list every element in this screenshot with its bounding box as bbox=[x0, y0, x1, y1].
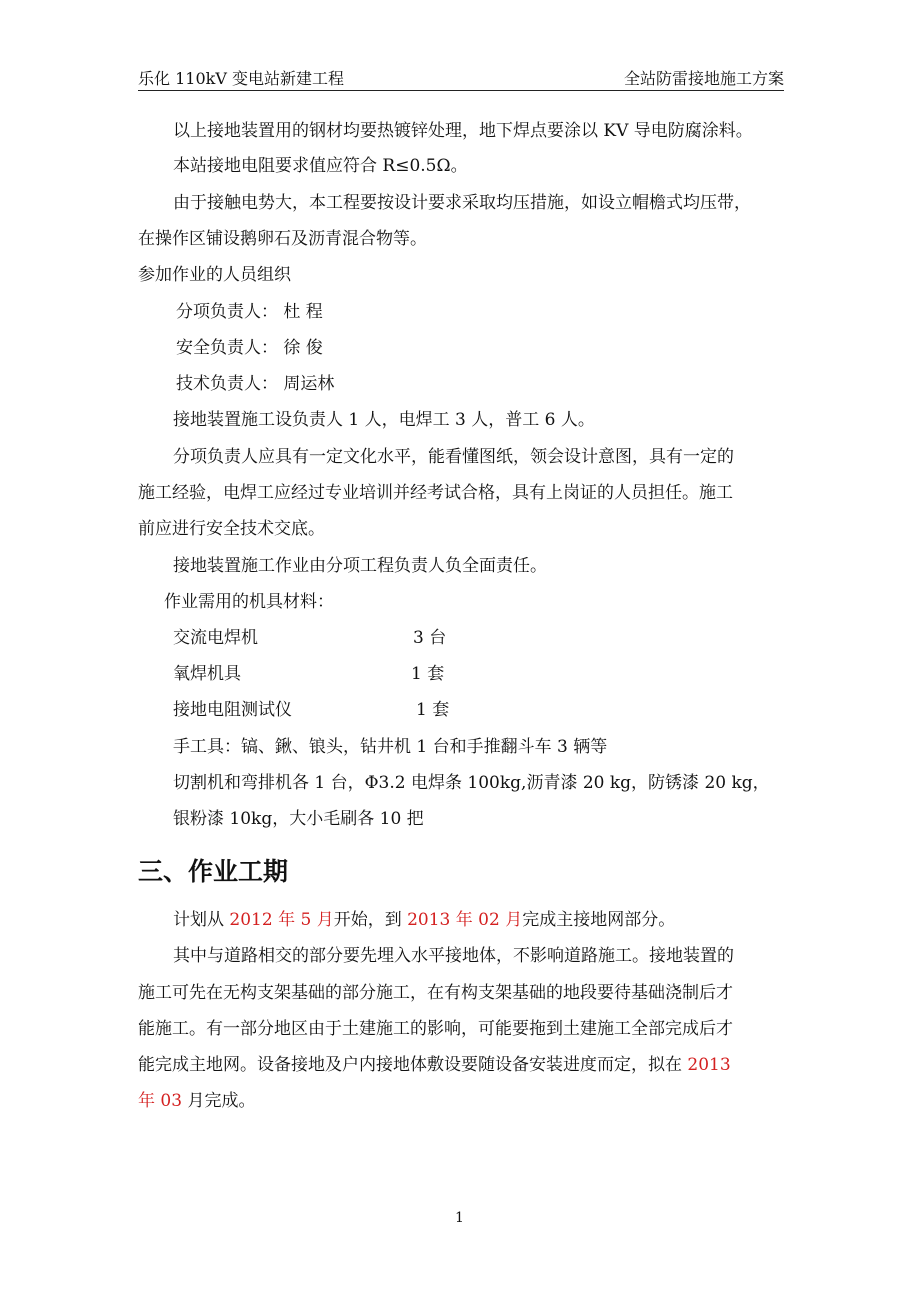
schedule-line bbox=[138, 1055, 731, 1075]
schedule-text: 计划从 bbox=[173, 910, 230, 930]
equipment-name: 接地电阻测试仪 bbox=[173, 700, 292, 720]
tools-line: 手工具：镐、鍬、锒头，钻井机 1 台和手推翻斗车 3 辆等 bbox=[173, 737, 608, 757]
equipment-grounding-month: 年 03 bbox=[138, 1091, 183, 1111]
body-line: 分项负责人应具有一定文化水平，能看懂图纸，领会设计意图，具有一定的 bbox=[173, 447, 734, 467]
section-heading: 三、作业工期 bbox=[138, 857, 289, 886]
equipment-qty: 1 套 bbox=[411, 664, 445, 684]
page-number: 1 bbox=[455, 1210, 464, 1226]
subheading-equipment: 作业需用的机具材料： bbox=[164, 592, 334, 612]
schedule-line: 能施工。有一部分地区由于土建施工的影响，可能要拖到土建施工全部完成后才 bbox=[138, 1019, 733, 1039]
schedule-line: 其中与道路相交的部分要先埋入水平接地体，不影响道路施工。接地装置的 bbox=[173, 946, 734, 966]
personnel-line: 分项负责人： 杜 程 bbox=[176, 302, 323, 322]
tools-line: 切割机和弯排机各 1 台，Φ3.2 电焊条 100kg,沥青漆 20 kg，防锈漆 20 kg， bbox=[173, 773, 770, 793]
subheading-personnel: 参加作业的人员组织 bbox=[138, 265, 291, 285]
body-line: 前应进行安全技术交底。 bbox=[138, 519, 325, 539]
start-date: 2012 年 5 月 bbox=[229, 910, 334, 930]
schedule-line: 施工可先在无构支架基础的部分施工，在有构支架基础的地段要待基础浇制后才 bbox=[138, 983, 733, 1003]
schedule-text: 完成主接地网部分。 bbox=[522, 910, 676, 930]
body-line: 由于接触电势大，本工程要按设计要求采取均压措施，如设立帽檐式均压带， bbox=[173, 193, 751, 213]
equipment-qty: 3 台 bbox=[413, 628, 447, 648]
equipment-qty: 1 套 bbox=[416, 700, 450, 720]
schedule-line bbox=[173, 910, 675, 930]
body-line: 接地装置施工设负责人 1 人，电焊工 3 人，普工 6 人。 bbox=[173, 410, 595, 430]
equipment-name: 氧焊机具 bbox=[173, 664, 241, 684]
header-project-title: 乐化 110kV 变电站新建工程 bbox=[138, 69, 344, 88]
end-date: 2013 年 02 月 bbox=[407, 910, 523, 930]
header-document-title: 全站防雷接地施工方案 bbox=[623, 69, 784, 88]
schedule-text: 月完成。 bbox=[182, 1091, 256, 1111]
equipment-name: 交流电焊机 bbox=[173, 628, 258, 648]
body-line: 在操作区铺设鹅卵石及沥青混合物等。 bbox=[138, 229, 427, 249]
schedule-line bbox=[138, 1091, 255, 1111]
body-line: 施工经验，电焊工应经过专业培训并经考试合格，具有上岗证的人员担任。施工 bbox=[138, 483, 733, 503]
personnel-line: 安全负责人： 徐 俊 bbox=[176, 338, 323, 358]
schedule-text: 开始，到 bbox=[333, 910, 408, 930]
body-line: 以上接地装置用的钢材均要热镀锌处理，地下焊点要涂以 KV 导电防腐涂料。 bbox=[173, 121, 753, 141]
body-line: 接地装置施工作业由分项工程负责人负全面责任。 bbox=[173, 556, 547, 576]
equipment-grounding-year: 2013 bbox=[687, 1055, 731, 1075]
schedule-text: 能完成主地网。设备接地及户内接地体敷设要随设备安装进度而定，拟在 bbox=[138, 1055, 688, 1075]
personnel-line: 技术负责人： 周运林 bbox=[176, 374, 335, 394]
body-line: 本站接地电阻要求值应符合 R≤0.5Ω。 bbox=[173, 156, 468, 176]
page-header bbox=[138, 64, 784, 91]
tools-line: 银粉漆 10kg，大小毛刷各 10 把 bbox=[173, 809, 424, 829]
